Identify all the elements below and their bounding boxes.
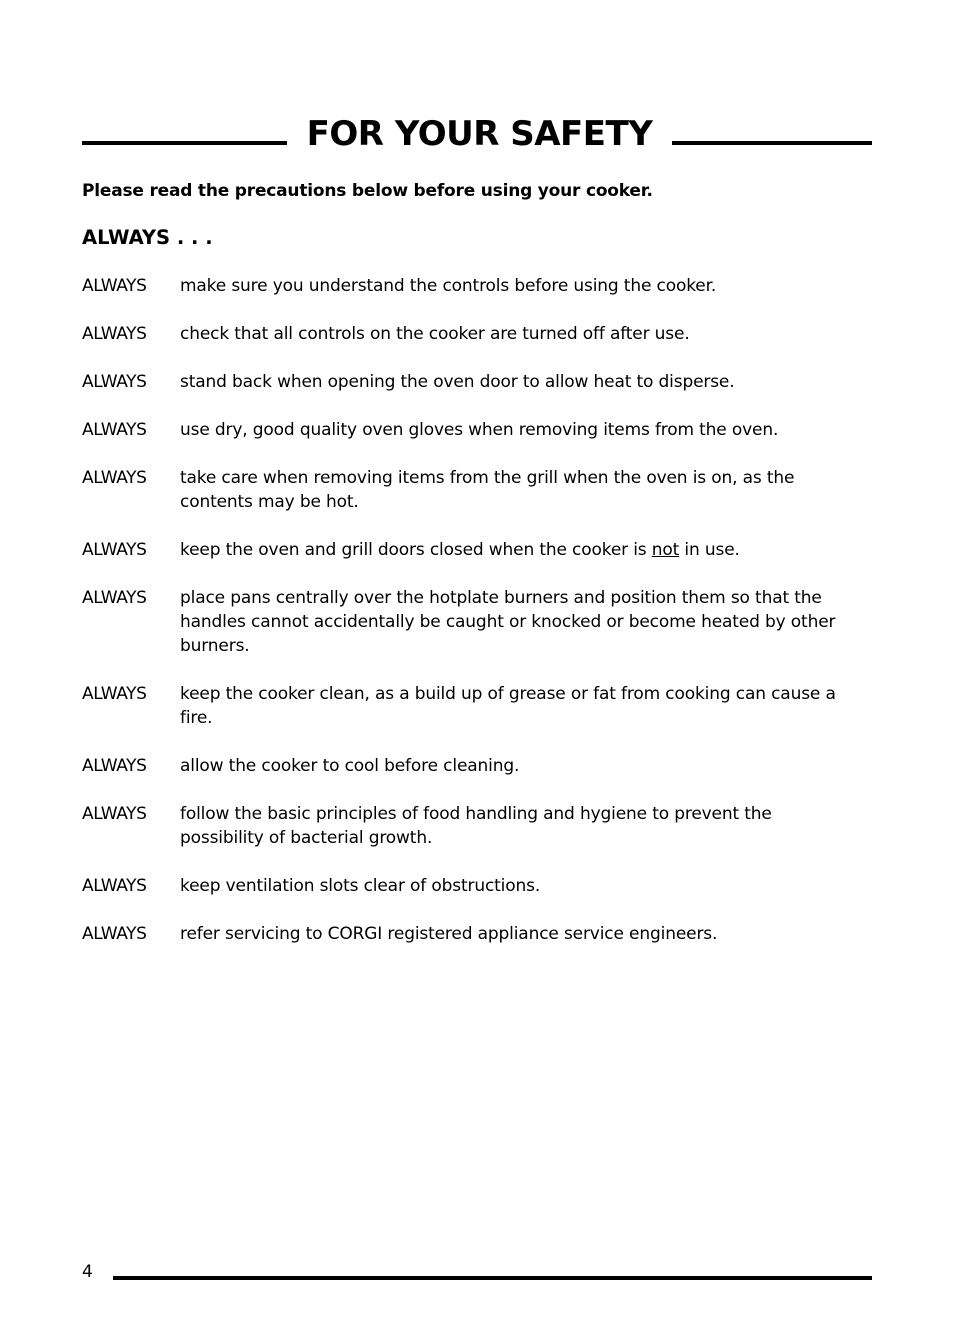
item-label: ALWAYS (82, 924, 147, 944)
item-label: ALWAYS (82, 420, 147, 440)
list-item (82, 418, 842, 442)
item-label: ALWAYS (82, 876, 147, 896)
item-text: keep the cooker clean, as a build up of grease or fat from cooking can cause a fire. (180, 684, 836, 728)
title-rule-right (672, 141, 872, 145)
item-label: ALWAYS (82, 372, 147, 392)
list-item (82, 874, 842, 898)
list-item (82, 274, 842, 298)
item-text: place pans centrally over the hotplate burners and position them so that the handles cannot accidentally be caught or knocked or become heated by other burners. (180, 588, 836, 656)
item-label: ALWAYS (82, 540, 147, 560)
item-label: ALWAYS (82, 684, 147, 704)
page-number: 4 (82, 1262, 93, 1282)
list-item (82, 754, 842, 778)
footer-rule (113, 1276, 872, 1280)
section-heading-always: ALWAYS . . . (82, 226, 213, 249)
item-text: refer servicing to CORGI registered appliance service engineers. (180, 924, 718, 944)
item-label: ALWAYS (82, 804, 147, 824)
list-item (82, 370, 842, 394)
list-item (82, 586, 842, 658)
item-text: keep ventilation slots clear of obstructions. (180, 876, 541, 896)
item-label: ALWAYS (82, 468, 147, 488)
list-item (82, 322, 842, 346)
intro-text: Please read the precautions below before using your cooker. (82, 181, 653, 201)
list-item (82, 802, 842, 850)
title-rule-left (82, 141, 287, 145)
item-text: allow the cooker to cool before cleaning. (180, 756, 520, 776)
item-label: ALWAYS (82, 276, 147, 296)
item-text: stand back when opening the oven door to allow heat to disperse. (180, 372, 735, 392)
item-text: make sure you understand the controls before using the cooker. (180, 276, 717, 296)
list-item (82, 922, 842, 946)
list-item (82, 466, 842, 514)
item-label: ALWAYS (82, 324, 147, 344)
item-text (180, 538, 842, 562)
list-item (82, 682, 842, 730)
list-item (82, 538, 842, 562)
item-text-after: in use. (679, 540, 740, 560)
item-text-before: keep the oven and grill doors closed when the cooker is (180, 540, 652, 560)
item-label: ALWAYS (82, 588, 147, 608)
precautions-list (82, 274, 842, 970)
item-label: ALWAYS (82, 756, 147, 776)
page-title: FOR YOUR SAFETY (306, 114, 653, 154)
item-text: check that all controls on the cooker are turned off after use. (180, 324, 690, 344)
item-text: use dry, good quality oven gloves when removing items from the oven. (180, 420, 779, 440)
item-text: follow the basic principles of food handling and hygiene to prevent the possibility of bacterial growth. (180, 804, 772, 848)
item-text-underlined: not (651, 540, 680, 560)
item-text: take care when removing items from the grill when the oven is on, as the contents may be hot. (180, 468, 795, 512)
